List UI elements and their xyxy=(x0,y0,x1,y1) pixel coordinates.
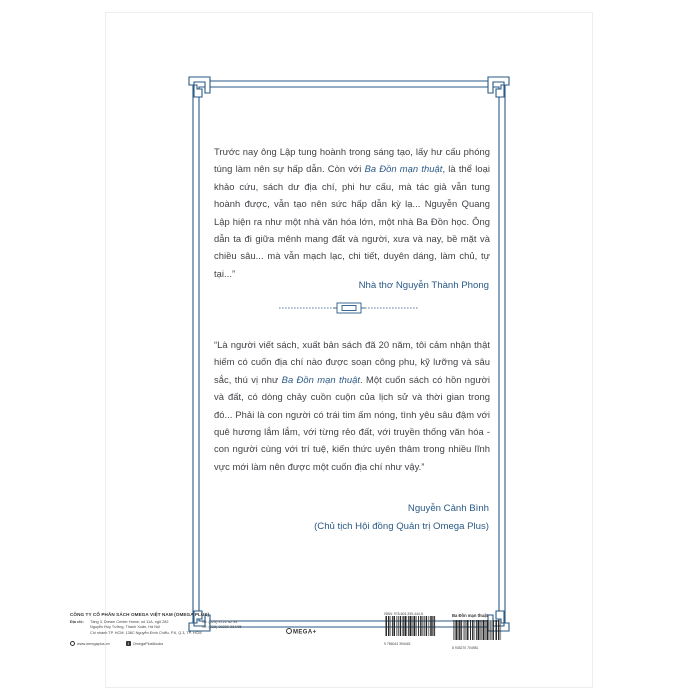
barcode-isbn: ISBN: 978-604-339-444-5 9 786043 394445 xyxy=(384,612,442,646)
quote-1-author: Nhà thơ Nguyễn Thành Phong xyxy=(358,280,489,291)
address-line: Nguyễn Huy Tưởng, Thanh Xuân, Hà Nội xyxy=(90,625,160,630)
phone-line: Tel: (028) 38220 334/35 xyxy=(201,625,242,630)
quote-1: Trước nay ông Lập tung hoành trong sáng tạo, lấy hư cấu phóng túng làm nên sự hấp dẫn. Còn với Ba Đồn mạn thuật, là thể loại khảo cứu, sách dư địa chí, phi hư cấu, mà tác giả vẫn tung hoành được, vẫn tạo nên sức hấp dẫn kỳ lạ... Nguyễn Quang Lập hiện ra như một nhà văn hóa lớn, một nhà Ba Đồn học. Ông dẫn ta đi giữa mênh mang đất và người, xưa và nay, bề mặt và chiều sâu... mà vẫn mạch lạc, chi tiết, duyên dáng, làm chủ, tự tại...” xyxy=(214,146,490,279)
quote-2-author-role: (Chủ tịch Hội đồng Quản trị Omega Plus) xyxy=(314,521,489,532)
publisher-info: CÔNG TY CỔ PHẦN SÁCH OMEGA VIỆT NAM (OMEGA PLUS) Địa chỉ: Tầng 3, Dream Center Home, số 11A, ngõ 282 Nguyễn Huy Tưởng, Thanh Xuân, Hà Nội Chi nhánh TP. HCM: 138C Nguyễn Đình Chiểu, P.6, Q.3, TP. HCM Tel: (024) 3722 62 34 Tel: (028) 38220 334/35 www.omegaplus.vn f OmegaPlusBooks xyxy=(70,612,270,646)
barcode xyxy=(452,620,502,640)
address-line: Tầng 3, Dream Center Home, số 11A, ngõ 282 xyxy=(90,620,169,624)
barcode-price: 8 935270 704981 xyxy=(452,620,510,650)
book-back-cover xyxy=(106,13,592,687)
barcode xyxy=(384,616,436,636)
ornament-divider xyxy=(279,302,419,314)
company-name: CÔNG TY CỔ PHẦN SÁCH OMEGA VIỆT NAM (OMEGA PLUS) xyxy=(70,612,210,617)
address-line: Chi nhánh TP. HCM: 138C Nguyễn Đình Chiểu, P.6, Q.3, TP. HCM xyxy=(90,630,202,635)
facebook-icon: f xyxy=(127,641,129,647)
omega-logo: MEGA+ xyxy=(286,628,317,636)
quote-2: “Là người viết sách, xuất bản sách đã 20 năm, tôi cảm nhận thật hiếm có cuốn địa chí nào được soạn công phu, kỹ lưỡng và sâu sắc, thú vị như Ba Đồn mạn thuật. Một cuốn sách có hồn người và đất, có dòng chảy cuồn cuộn của lịch sử và thời gian trong đó... Phải là con người có trái tim ấm nóng, tình yêu sâu đậm với quê hương lắm lắm, với từng rẻo đất, với truyền thống văn hóa - con người cùng với trí tuệ, kiến thức uyên thâm trong nhiều lĩnh vực mới làm nên được một cuốn địa chí như vậy.” xyxy=(214,339,490,472)
globe-icon xyxy=(70,641,75,646)
book-title: Ba Đồn mạn thuật xyxy=(281,373,361,385)
facebook-page[interactable]: OmegaPlusBooks xyxy=(132,641,164,646)
barcode-title: Ba Đồn mạn thuật xyxy=(452,613,488,618)
quote-2-author: Nguyễn Cảnh Bình xyxy=(407,503,489,514)
phone-line: Tel: (024) 3722 62 34 xyxy=(201,620,238,624)
book-title: Ba Đồn mạn thuật xyxy=(364,163,443,175)
website[interactable]: www.omegaplus.vn xyxy=(77,641,110,646)
